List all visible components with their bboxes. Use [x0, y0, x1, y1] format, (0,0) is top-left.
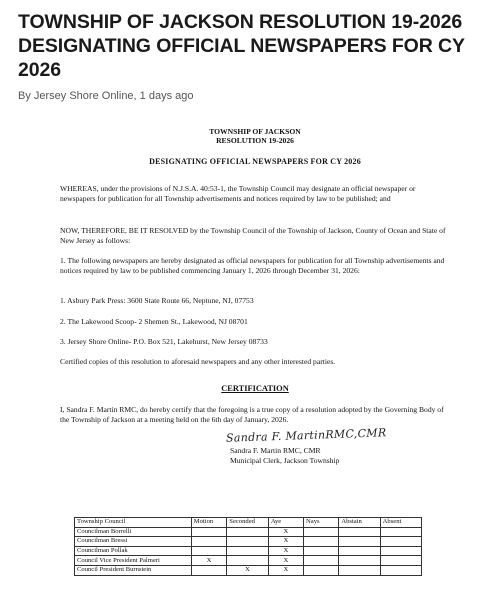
- table-row: [75, 546, 422, 556]
- seconded-cell: X: [227, 565, 269, 575]
- motion-cell: [191, 537, 227, 547]
- nays-cell: [304, 537, 339, 547]
- certified-copies-paragraph: Certified copies of this resolution to aforesaid newspapers and any other interested parties.: [60, 357, 336, 366]
- motion-cell: X: [191, 556, 227, 566]
- absent-cell: [380, 565, 421, 575]
- nays-cell: [304, 556, 339, 566]
- aye-cell: X: [268, 556, 303, 566]
- abstain-cell: [339, 527, 380, 537]
- header-aye: Aye: [268, 518, 303, 528]
- abstain-cell: [339, 556, 380, 566]
- council-member-name: Councilman Bressi: [75, 537, 192, 547]
- aye-cell: X: [268, 565, 303, 575]
- vote-table: [74, 517, 422, 576]
- header-seconded: Seconded: [227, 518, 269, 528]
- signature: Sandra F. MartinRMC,CMR: [225, 426, 387, 445]
- header-absent: Absent: [380, 518, 421, 528]
- aye-cell: X: [268, 527, 303, 537]
- item1-paragraph: 1. The following newspapers are hereby designated as official newspapers for publication for all Township advertisements and notices required by law to be published commencing January 1, 2026 through December 31, 2026:: [60, 256, 445, 275]
- council-member-name: Council Vice President Palmeri: [75, 556, 192, 566]
- header-township-council: Township Council: [75, 518, 192, 528]
- newspaper-item-2: 2. The Lakewood Scoop- 2 Shemen St., Lakewood, NJ 08701: [60, 317, 248, 326]
- seconded-cell: [227, 546, 269, 556]
- header-abstain: Abstain: [339, 518, 380, 528]
- motion-cell: [191, 527, 227, 537]
- signer-title: Municipal Clerk, Jackson Township: [230, 456, 340, 465]
- aye-cell: X: [268, 537, 303, 547]
- table-row: [75, 527, 422, 537]
- byline: By Jersey Shore Online, 1 days ago: [18, 90, 194, 102]
- abstain-cell: [339, 537, 380, 547]
- motion-cell: [191, 546, 227, 556]
- nays-cell: [304, 546, 339, 556]
- absent-cell: [380, 537, 421, 547]
- newspaper-item-3: 3. Jersey Shore Online- P.O. Box 521, Lakehurst, New Jersey 08733: [60, 337, 268, 346]
- header-motion: Motion: [191, 518, 227, 528]
- newspaper-item-1: 1. Asbury Park Press: 3600 State Route 66, Neptune, NJ, 07753: [60, 296, 254, 305]
- seconded-cell: [227, 556, 269, 566]
- certification-paragraph: I, Sandra F. Martin RMC, do hereby certify that the foregoing is a true copy of a resolution adopted by the Governing Body of the Township of Jackson at a meeting held on the 6th day of January, 2026.: [60, 405, 444, 424]
- abstain-cell: [339, 565, 380, 575]
- signer-name: Sandra F. Martin RMC, CMR: [230, 446, 321, 455]
- header-nays: Nays: [304, 518, 339, 528]
- nays-cell: [304, 565, 339, 575]
- aye-cell: X: [268, 546, 303, 556]
- council-member-name: Councilman Pollak: [75, 546, 192, 556]
- seconded-cell: [227, 527, 269, 537]
- motion-cell: [191, 565, 227, 575]
- table-row: [75, 556, 422, 566]
- council-member-name: Councilman Borrelli: [75, 527, 192, 537]
- resolution-document: [60, 120, 450, 598]
- absent-cell: [380, 546, 421, 556]
- doc-heading-title: DESIGNATING OFFICIAL NEWSPAPERS FOR CY 2026: [149, 157, 361, 166]
- whereas-paragraph: WHEREAS, under the provisions of N.J.S.A. 40:53-1, the Township Council may designate an official newspaper or newspapers for publication for all Township advertisements and notices required by law to be published; and: [60, 184, 416, 203]
- certification-heading: CERTIFICATION: [221, 384, 289, 393]
- article-title[interactable]: TOWNSHIP OF JACKSON RESOLUTION 19-2026 DESIGNATING OFFICIAL NEWSPAPERS FOR CY 2026: [18, 11, 465, 81]
- abstain-cell: [339, 546, 380, 556]
- seconded-cell: [227, 537, 269, 547]
- table-row: [75, 537, 422, 547]
- now-therefore-paragraph: NOW, THEREFORE, BE IT RESOLVED by the Township Council of the Township of Jackson, County of Ocean and State of New Jersey as follows:: [60, 226, 446, 245]
- table-row: [75, 565, 422, 575]
- doc-heading-township: TOWNSHIP OF JACKSON: [209, 127, 301, 136]
- absent-cell: [380, 556, 421, 566]
- council-member-name: Council President Burnstein: [75, 565, 192, 575]
- vote-table-header-row: [75, 518, 422, 528]
- absent-cell: [380, 527, 421, 537]
- nays-cell: [304, 527, 339, 537]
- doc-heading-resolution: RESOLUTION 19-2026: [216, 136, 294, 145]
